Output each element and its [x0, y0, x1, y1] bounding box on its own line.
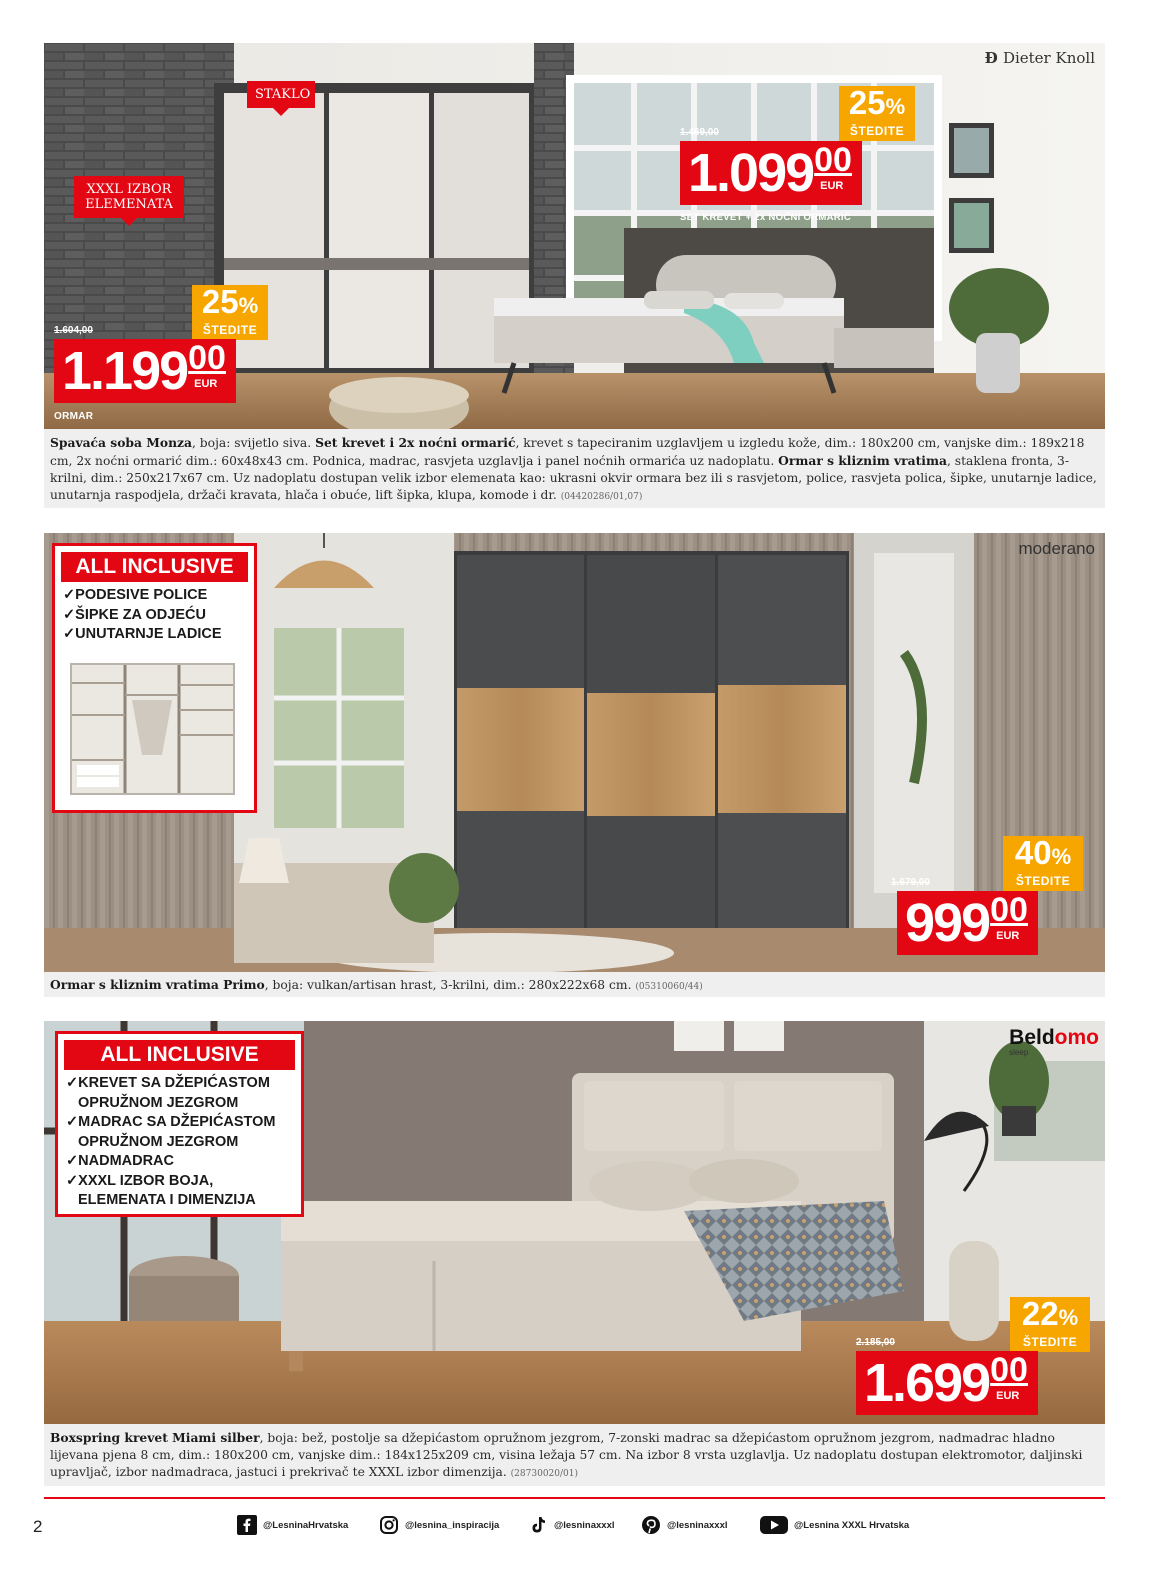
- brand-beldomo-part-a: Beld: [1009, 1026, 1055, 1049]
- miami-discount-value: 22: [1021, 1295, 1059, 1332]
- interior-illustration: [72, 665, 233, 793]
- youtube-icon: [760, 1515, 788, 1535]
- brand-name: Dieter Knoll: [1002, 49, 1095, 67]
- brand-sleep: sleep: [1009, 1048, 1029, 1057]
- feature-item: ELEMENATA I DIMENZIJA: [78, 1192, 256, 1208]
- primo-title: Ormar s kliznim vratima Primo: [50, 977, 265, 992]
- primo-code: (05310060/44): [635, 982, 703, 992]
- pinterest-handle[interactable]: @lesninaxxxl: [667, 1519, 728, 1531]
- monza-text-3: , staklena fronta, 3-krilni, dim.: 250x217x67 cm. Uz nadoplatu dostupan velik izbor elemenata kao: ukrasni okvir ormara bez ili s rasvjetom, police, rasvjeta polica, šipke, unutarnje ladice, unutarnja raspodjela, držači kravata, hlača i obuće, lift šipka, klupa, komode i dr.: [50, 454, 1097, 502]
- feature-item: ✓UNUTARNJE LADICE: [63, 626, 222, 642]
- feature-item: ✓ŠIPKE ZA ODJEĆU: [63, 606, 206, 623]
- miami-code: (28730020/01): [510, 1469, 578, 1479]
- miami-price-cents: 00: [990, 1351, 1028, 1389]
- all-inclusive-box-miami: [55, 1031, 304, 1217]
- bed-set-label: SET KREVET + 2x NOĆNI ORMARIĆ: [680, 212, 852, 223]
- all-inclusive-heading: ALL INCLUSIVE: [61, 552, 248, 582]
- page-number: 2: [33, 1517, 43, 1536]
- wardrobe-interior-image: [70, 663, 235, 795]
- feature-item: ✓KREVET SA DŽEPIĆASTOM: [66, 1075, 270, 1091]
- monza-wardrobe-title: Ormar s kliznim vratima: [778, 453, 947, 468]
- feature-item: ✓NADMADRAC: [66, 1153, 174, 1169]
- brand-dieter-knoll: [985, 49, 1095, 67]
- primo-discount-label: ŠTEDITE: [1015, 874, 1071, 888]
- feature-item: OPRUŽNOM JEZGROM: [78, 1133, 239, 1150]
- bed-price: [680, 141, 862, 205]
- primo-description: [44, 972, 1105, 997]
- all-inclusive-heading: ALL INCLUSIVE: [64, 1040, 295, 1070]
- primo-old-price: 1.679,00: [891, 877, 930, 888]
- bed-old-price: 1.469,00: [680, 127, 719, 138]
- primo-price-main: 999: [905, 893, 990, 953]
- social-pinterest[interactable]: [641, 1515, 728, 1535]
- bed-discount-label: ŠTEDITE: [849, 124, 905, 138]
- monza-text-1: , boja: svijetlo siva.: [191, 436, 316, 450]
- miami-discount-label: ŠTEDITE: [1022, 1335, 1078, 1349]
- feature-item: OPRUŽNOM JEZGROM: [78, 1094, 239, 1111]
- dk-logo-icon: Ð: [984, 49, 1003, 67]
- primo-text: , boja: vulkan/artisan hrast, 3-krilni, dim.: 280x222x68 cm.: [264, 978, 636, 992]
- instagram-handle[interactable]: @lesnina_inspiracija: [405, 1519, 500, 1531]
- youtube-handle[interactable]: @Lesnina XXXL Hrvatska: [794, 1519, 910, 1531]
- miami-discount-badge: 22% ŠTEDITE: [1010, 1297, 1090, 1352]
- wardrobe-price-cents: 00: [188, 339, 226, 377]
- social-facebook[interactable]: [237, 1515, 348, 1535]
- feature-item: ✓MADRAC SA DŽEPIĆASTOM: [66, 1114, 276, 1130]
- feature-item: ✓XXXL IZBOR BOJA,: [66, 1172, 214, 1189]
- monza-title: Spavaća soba Monza: [50, 435, 192, 450]
- offer-primo: [44, 533, 1105, 997]
- primo-price-cents: 00: [990, 891, 1028, 929]
- wardrobe-price: [54, 339, 236, 403]
- facebook-icon: [237, 1515, 257, 1535]
- facebook-handle[interactable]: @LesninaHrvatska: [263, 1519, 349, 1531]
- social-youtube[interactable]: [760, 1515, 909, 1535]
- tiktok-icon: [528, 1515, 548, 1535]
- instagram-icon: [379, 1515, 399, 1535]
- miami-currency: EUR: [996, 1390, 1020, 1402]
- miami-price: [856, 1351, 1038, 1415]
- elements-tag: XXXL IZBOR ELEMENATA: [74, 176, 184, 218]
- bed-currency: EUR: [820, 180, 844, 192]
- page-footer: [0, 1497, 1149, 1570]
- miami-price-main: 1.699: [864, 1353, 990, 1413]
- wardrobe-label: ORMAR: [54, 411, 94, 422]
- miami-text: , boja: bež, postolje sa džepićastom opružnom jezgrom, 7-zonski madrac sa džepićastom opružnom jezgrom, nadmadrac hladno lijevana pjena 8 cm, dim.: 180x200 cm, vanjske dim.: 184x125x209 cm, visina ležaja 57 cm. Na izbor 8 vrsta uzglavlja. Uz nadoplatu dostupan elektromotor, daljinski upravljač, izbor nadmadraca, jastuci i prekrivač te XXXL izbor dimenzija.: [50, 1431, 1083, 1479]
- miami-old-price: 2.185,00: [856, 1337, 895, 1348]
- wardrobe-discount-value: 25: [201, 283, 239, 320]
- feature-item: ✓PODESIVE POLICE: [63, 587, 208, 603]
- monza-text-2: , krevet s tapeciranim uzglavljem u izgledu kože, dim.: 180x200 cm, vanjske dim.: 189x218 cm, 2x noćni ormarić dim.: 60x48x43 cm. Podnica, madrac, rasvjeta uzglavlja i panel noćnih ormarića uz nadoplatu.: [50, 436, 1085, 468]
- all-inclusive-box-primo: [52, 543, 257, 813]
- primo-currency: EUR: [996, 930, 1020, 942]
- bed-discount-value: 25: [848, 84, 886, 121]
- footer-divider: [44, 1497, 1105, 1499]
- miami-title: Boxspring krevet Miami silber: [50, 1430, 260, 1445]
- brand-beldomo: [1009, 1027, 1099, 1057]
- primo-discount-badge: 40% ŠTEDITE: [1003, 836, 1083, 891]
- offer-miami: [44, 1021, 1105, 1486]
- primo-discount-value: 40: [1014, 834, 1052, 871]
- social-instagram[interactable]: [379, 1515, 499, 1535]
- bed-discount-badge: 25% ŠTEDITE: [839, 86, 915, 141]
- social-tiktok[interactable]: [528, 1515, 615, 1535]
- glass-tag: STAKLO: [247, 81, 315, 108]
- monza-description: [44, 429, 1105, 508]
- wardrobe-old-price: 1.604,00: [54, 325, 93, 336]
- bed-price-cents: 00: [814, 141, 852, 179]
- monza-code: (04420286/01,07): [560, 492, 643, 502]
- wardrobe-discount-label: ŠTEDITE: [202, 323, 258, 337]
- wardrobe-discount-badge: 25% ŠTEDITE: [192, 285, 268, 340]
- pinterest-icon: [641, 1515, 661, 1535]
- miami-description: [44, 1424, 1105, 1486]
- brand-beldomo-part-b: omo: [1054, 1026, 1099, 1049]
- monza-set-title: Set krevet i 2x noćni ormarić: [315, 435, 516, 450]
- wardrobe-price-main: 1.199: [62, 341, 188, 401]
- offer-monza: [44, 43, 1105, 508]
- tiktok-handle[interactable]: @lesninaxxxl: [554, 1519, 615, 1531]
- wardrobe-currency: EUR: [194, 378, 218, 390]
- bed-price-main: 1.099: [688, 143, 814, 203]
- brand-moderano: moderano: [1018, 539, 1095, 558]
- primo-price: [897, 891, 1038, 955]
